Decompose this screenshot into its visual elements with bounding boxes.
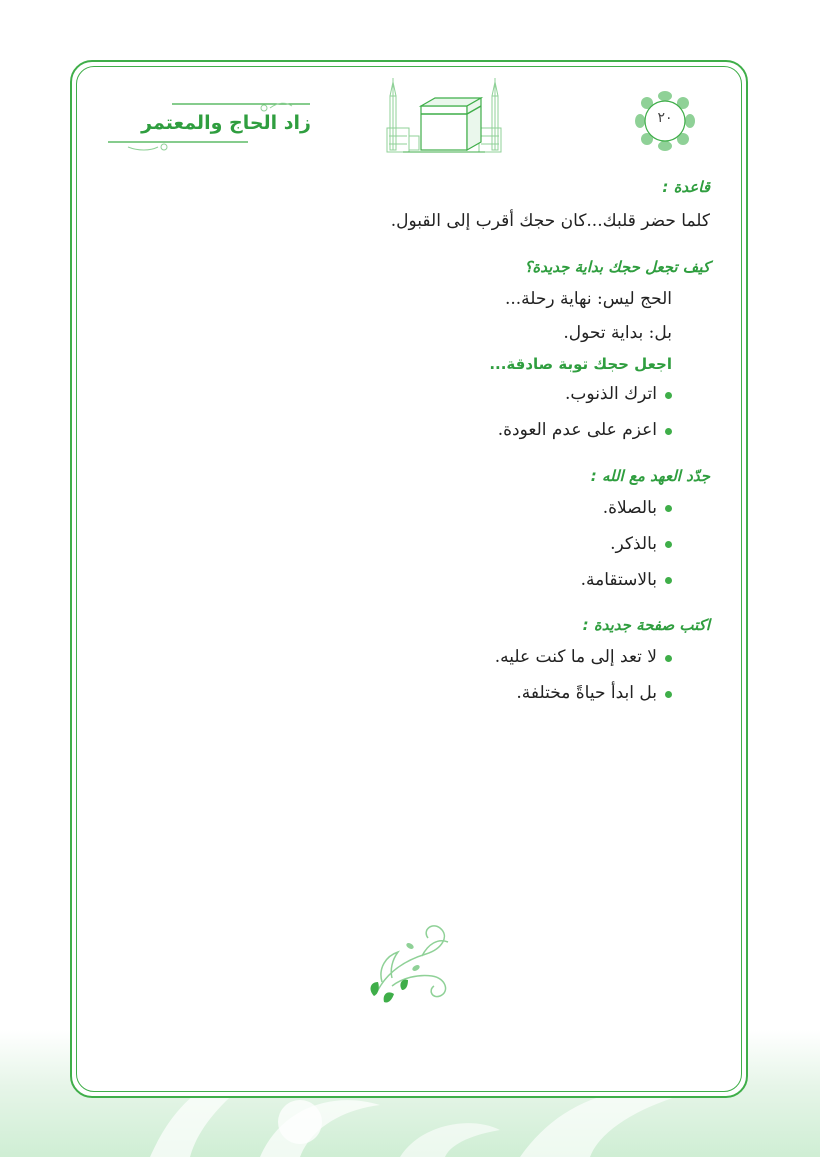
rule-heading: قاعدة :	[662, 178, 710, 196]
bullet-dot-icon	[665, 691, 672, 698]
floral-ornament-icon	[362, 916, 458, 1008]
bullet-dot-icon	[665, 577, 672, 584]
list-item: لا تعد إلى ما كنت عليه.	[110, 646, 672, 670]
repentance-list	[110, 383, 710, 443]
sincere-repentance-subheading: اجعل حجك توبة صادقة...	[489, 355, 672, 374]
bullet-dot-icon	[665, 428, 672, 435]
page-number: ٢٠	[657, 110, 673, 126]
list-item: بل ابدأ حياةً مختلفة.	[110, 682, 672, 706]
kaaba-illustration-icon	[383, 76, 505, 156]
new-page-list	[110, 646, 710, 706]
section-new-start-heading: كيف تجعل حجك بداية جديدة؟	[524, 257, 710, 276]
bullet-dot-icon	[665, 655, 672, 662]
page-content	[110, 170, 710, 706]
list-item: اعزم على عدم العودة.	[110, 419, 672, 443]
bullet-dot-icon	[665, 505, 672, 512]
rule-text: كلما حضر قلبك...كان حجك أقرب إلى القبول.	[390, 211, 710, 231]
covenant-list	[110, 497, 710, 592]
title-flourish-bottom	[108, 138, 248, 152]
list-item: بالاستقامة.	[110, 569, 672, 593]
list-item: بالذكر.	[110, 533, 672, 557]
section-covenant-heading: جدّد العهد مع الله :	[590, 466, 710, 485]
book-title: زاد الحاج والمعتمر	[141, 112, 311, 134]
bullet-dot-icon	[665, 392, 672, 399]
title-flourish-top	[172, 100, 310, 112]
list-item: اترك الذنوب.	[110, 383, 672, 407]
hajj-is-not-line: الحج ليس: نهاية رحلة...	[504, 288, 672, 309]
hajj-is-line: بل: بداية تحول.	[563, 322, 672, 343]
section-new-page-heading: اكتب صفحة جديدة :	[582, 616, 710, 635]
bullet-dot-icon	[665, 541, 672, 548]
list-item: بالصلاة.	[110, 497, 672, 521]
